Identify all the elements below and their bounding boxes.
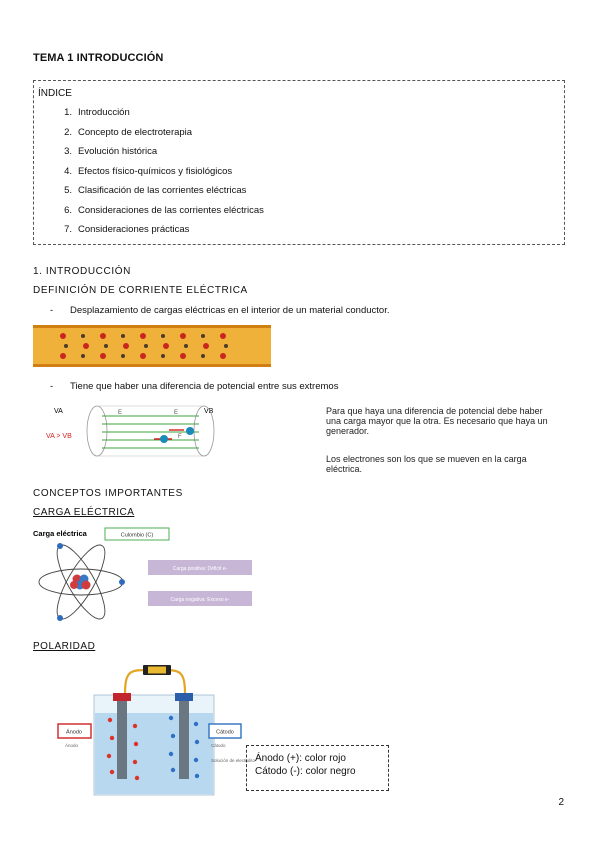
cation-dot	[134, 742, 138, 746]
positive-charge-dot	[60, 333, 66, 339]
anode-label: Ánodo	[66, 729, 82, 736]
index-item: 7. Consideraciones prácticas	[64, 224, 190, 235]
cation-dot	[133, 760, 137, 764]
positive-charge-dot	[140, 353, 146, 359]
positive-charge-dot	[83, 343, 89, 349]
cation-dot	[135, 776, 139, 780]
positive-charge-dot	[203, 343, 209, 349]
electron-dot	[81, 354, 85, 358]
index-item: 5. Clasificación de las corrientes eléctricas	[64, 185, 247, 196]
electron-dot	[121, 354, 125, 358]
polarity-heading: POLARIDAD	[33, 641, 96, 652]
index-item: 2. Concepto de electroterapia	[64, 126, 193, 138]
legend-cathode: Cátodo (-): color negro	[255, 766, 356, 777]
anode-sublabel: Ánodo	[65, 743, 79, 748]
anion-dot	[169, 752, 173, 756]
positive-charge-dot	[123, 343, 129, 349]
cathode-label: Cátodo	[216, 729, 234, 736]
electron-dot	[184, 344, 188, 348]
electron-dot	[144, 344, 148, 348]
cation-dot	[110, 736, 114, 740]
anion-dot	[195, 740, 199, 744]
va-gt-vb-label: VA > VB	[46, 433, 72, 440]
potential-difference-diagram	[44, 402, 234, 460]
section-heading: 1. INTRODUCCIÓN	[33, 266, 131, 277]
negative-charge-label: Carga negativa: Exceso e-	[170, 597, 230, 603]
electron-dot	[201, 334, 205, 338]
note-potential: Para que haya una diferencia de potencial debe haber una carga mayor que la otra. Es necesario que haya un generador.	[326, 406, 548, 436]
electron-dot	[161, 334, 165, 338]
positive-charge-dot	[180, 333, 186, 339]
field-e-label-2: E	[174, 410, 179, 416]
note-electrons: Los electrones son los que se mueven en la carga eléctrica.	[326, 454, 527, 474]
section-subheading: DEFINICIÓN DE CORRIENTE ELÉCTRICA	[33, 285, 248, 296]
electron-dot	[64, 344, 68, 348]
electron-dot	[224, 344, 228, 348]
index-item: 6. Consideraciones de las corrientes eléctricas	[64, 204, 264, 216]
positive-charge-dot	[220, 353, 226, 359]
index-item: 4. Efectos físico-químicos y fisiológicos	[64, 165, 233, 177]
positive-charge-dot	[180, 353, 186, 359]
electrolyte-label: Solución de electrolito	[211, 758, 256, 763]
cathode-sublabel: Cátodo	[211, 743, 226, 748]
cation-dot	[107, 754, 111, 758]
positive-charge-dot	[100, 333, 106, 339]
page-number: 2	[558, 797, 564, 808]
positive-charge-dot	[140, 333, 146, 339]
cation-dot	[108, 718, 112, 722]
polarity-legend	[246, 745, 389, 791]
anion-dot	[195, 774, 199, 778]
electron-dot	[81, 334, 85, 338]
coulomb-box: Culombio (C)	[120, 532, 154, 539]
cation-dot	[110, 770, 114, 774]
electric-charge-diagram	[33, 524, 258, 624]
vb-label: VB	[204, 408, 214, 415]
anion-dot	[194, 758, 198, 762]
concepts-heading: CONCEPTOS IMPORTANTES	[33, 488, 183, 499]
positive-charge-dot	[163, 343, 169, 349]
force-f-label: F	[178, 434, 182, 440]
charge-heading: CARGA ELÉCTRICA	[33, 507, 135, 518]
positive-charge-dot	[100, 353, 106, 359]
cation-dot	[133, 724, 137, 728]
atom-icon	[39, 539, 125, 625]
index-heading: ÍNDICE	[38, 88, 72, 99]
index-item: 1. Introducción	[64, 107, 130, 118]
positive-charge-dot	[220, 333, 226, 339]
legend-anode: Ánodo (+): color rojo	[255, 753, 346, 764]
positive-charge-dot	[60, 353, 66, 359]
page-title: TEMA 1 INTRODUCCIÓN	[33, 52, 164, 64]
index-item: 3. Evolución histórica	[64, 146, 158, 157]
anion-dot	[171, 734, 175, 738]
positive-charge-label: Carga positiva: Déficit e-	[172, 566, 228, 572]
electron-dot	[121, 334, 125, 338]
bullet-potential: - Tiene que haber una diferencia de potencial entre sus extremos	[50, 381, 339, 392]
va-label: VA	[54, 408, 63, 415]
conductor-illustration	[33, 325, 271, 367]
index-list	[54, 107, 264, 244]
electron-dot	[201, 354, 205, 358]
index-box	[33, 80, 565, 245]
polarity-diagram	[55, 660, 256, 795]
bullet-conductor: - Desplazamiento de cargas eléctricas en el interior de un material conductor.	[50, 305, 390, 316]
anion-dot	[171, 768, 175, 772]
charge-diagram-title: Carga eléctrica	[33, 529, 87, 538]
anion-dot	[169, 716, 173, 720]
anion-dot	[194, 722, 198, 726]
field-e-label: E	[118, 410, 123, 416]
electron-dot	[161, 354, 165, 358]
electron-dot	[104, 344, 108, 348]
